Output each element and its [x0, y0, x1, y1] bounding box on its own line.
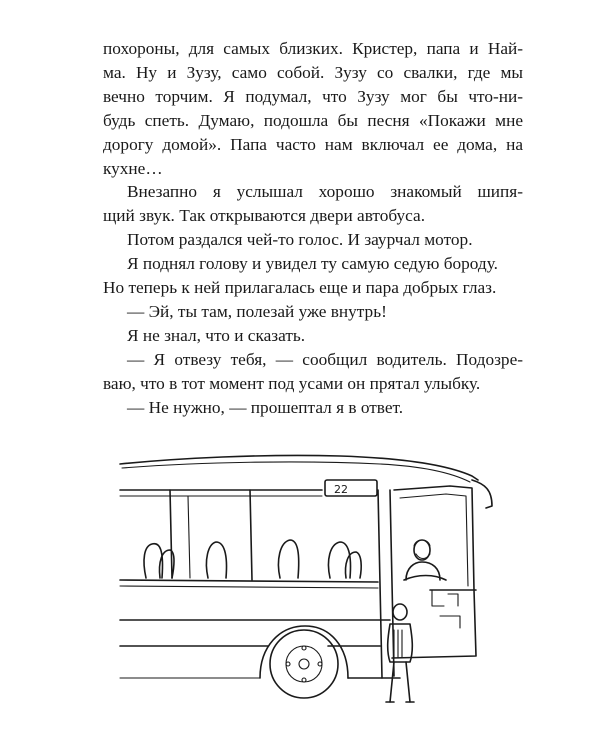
text-line: ваю, что в тот момент под усами он прятал улыбку.	[103, 373, 481, 393]
route-number: 22	[334, 483, 348, 496]
text-line: Я не знал, что и сказать.	[127, 325, 306, 345]
story-text	[103, 37, 523, 420]
bus-illustration	[100, 450, 510, 745]
bus-seat	[206, 542, 226, 578]
text-line: Внезапно я услышал хорошо знакомый шипя-	[127, 182, 523, 202]
wheel-arch	[260, 626, 348, 678]
text-line: Я поднял голову и увидел ту самую седую бороду.	[127, 254, 498, 274]
text-line: вечно торчим. Я подумал, что Зузу мог бы что-ни-	[103, 86, 523, 106]
text-line: — Эй, ты там, полезай уже внутрь!	[127, 301, 387, 321]
bus-seat	[278, 540, 298, 578]
text-line: кухне…	[103, 158, 163, 178]
text-line: Потом раздался чей-то голос. И заурчал мотор.	[127, 230, 473, 250]
bus-seat	[345, 552, 361, 578]
text-line: будь спеть. Думаю, подошла бы песня «Покажи мне	[103, 110, 523, 130]
text-line: — Не нужно, — прошептал я в ответ.	[127, 397, 404, 417]
bus-door	[378, 490, 382, 678]
child-body	[388, 624, 413, 662]
bus-roof	[120, 455, 478, 480]
route-sign	[325, 480, 377, 496]
text-line: дорогу домой». Папа часто нам включал ее дома, на	[103, 134, 523, 154]
text-line: Но теперь к ней прилагалась еще и пара добрых глаз.	[103, 278, 497, 298]
side-mirror	[472, 480, 492, 508]
bus-wheel	[270, 630, 338, 698]
child-head	[393, 604, 407, 620]
text-line: похороны, для самых близких. Кристер, папа и Най-	[103, 39, 523, 58]
text-line: ма. Ну и Зузу, само собой. Зузу со свалки, где мы	[103, 62, 523, 82]
text-line: щий звук. Так открываются двери автобуса.	[103, 206, 426, 226]
text-line: — Я отвезу тебя, — сообщил водитель. Подозре-	[127, 349, 523, 369]
